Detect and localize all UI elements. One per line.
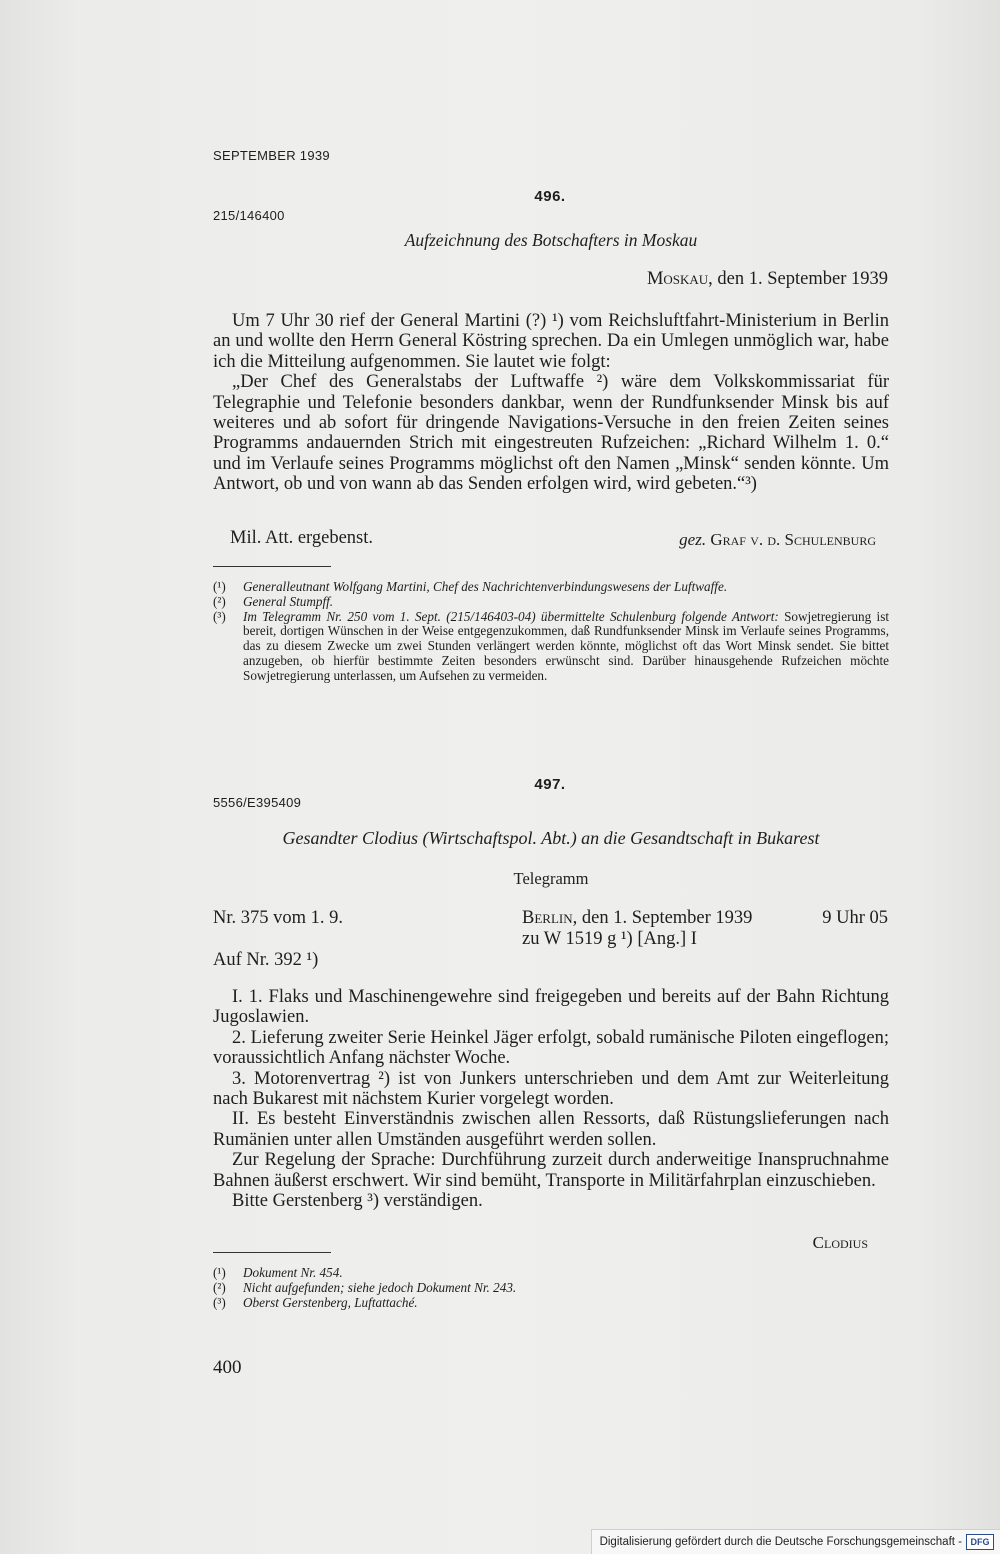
place-date-496	[647, 269, 888, 290]
footnote	[213, 1281, 889, 1296]
footnote-mark: (³)	[213, 1294, 226, 1310]
file-reference-497: 5556/E395409	[213, 795, 302, 810]
closing-line-496: Mil. Att. ergebenst.	[230, 528, 374, 548]
telegram-number: Nr. 375 vom 1. 9.	[213, 908, 344, 928]
footnote-mark: (²)	[213, 1279, 226, 1295]
footnote-text: Dokument Nr. 454.	[243, 1265, 343, 1280]
document-type-497: Telegramm	[513, 869, 589, 888]
footnotes-496	[213, 580, 889, 684]
file-reference-496: 215/146400	[213, 208, 285, 223]
page-number: 400	[213, 1357, 242, 1378]
paragraph: Bitte Gerstenberg ³) verständigen.	[232, 1191, 483, 1212]
place-496: Moskau,	[646, 269, 713, 289]
dfg-logo: DFG	[966, 1534, 994, 1550]
paragraph: Zur Regelung der Sprache: Durchführung zurzeit durch anderweitige Inanspruchnahme Bahnen äußerst erschwert. Wir sind bemüht, Transporte in Militärfahrplan einzuschieben.	[213, 1150, 889, 1191]
place-date-497	[522, 908, 752, 929]
footnote-text: Oberst Gerstenberg, Luftattaché.	[243, 1294, 418, 1310]
footnotes-497	[213, 1266, 889, 1310]
footnote	[213, 610, 889, 684]
time-497: 9 Uhr 05	[822, 908, 888, 928]
signature-prefix: gez.	[679, 530, 707, 549]
signature-497: Clodius	[812, 1233, 868, 1252]
paragraph: I. 1. Flaks und Maschinengewehre sind freigegeben und bereits auf der Bahn Richtung Jugoslawien.	[213, 987, 889, 1028]
footnote-mark: (¹)	[213, 1265, 226, 1280]
footnote-text: Nicht aufgefunden; siehe jedoch Dokument Nr. 243.	[243, 1279, 517, 1295]
footnote-italic-part: Im Telegramm Nr. 250 vom 1. Sept. (215/146403-04) übermittelte Schulenburg folgende Antwort:	[243, 608, 779, 624]
footnote	[213, 580, 889, 595]
footnote-divider	[213, 566, 331, 567]
reply-to-reference: Auf Nr. 392 ¹)	[213, 950, 319, 970]
dfg-banner-text: Digitalisierung gefördert durch die Deutsche Forschungsgemeinschaft -	[599, 1536, 962, 1548]
footnote	[213, 595, 889, 610]
reference-line-497: zu W 1519 g ¹) [Ang.] I	[522, 929, 697, 949]
document-number-497: 497.	[534, 776, 566, 793]
dfg-funding-banner	[591, 1529, 1000, 1554]
footnote-divider	[213, 1252, 331, 1253]
paragraph: Um 7 Uhr 30 rief der General Martini (?) ¹) vom Reichsluftfahrt-Ministerium in Berlin an und wollte den Herrn General Köstring sprechen. Da ein Umlegen unmöglich war, habe ich die Mitteilung aufgenommen. Sie lautet wie folgt:	[213, 311, 889, 372]
footnote-mark: (²)	[213, 593, 226, 609]
footnote-body: Sowjetregierung ist bereit, dortigen Wünschen in der Weise entgegenzukommen, daß Rundfunksender Minsk im Verlaufe seines Programms, das zu diesem Zwecke um zwei Stunden verlängert werden könnte, möglichst oft das Wort Minsk sendet. Sie bittet anzugeben, ob hierfür bestimmte Zeiten besonders erwünscht sind. Darüber hinausgehende Rufzeichen möchte Sowjetregierung unterlassen, um Aufsehen zu vermeiden.	[243, 608, 889, 683]
signature-496	[679, 530, 876, 550]
date-496: den 1. September 1939	[712, 269, 888, 289]
body-497	[213, 987, 889, 1211]
footnote	[213, 1296, 889, 1311]
footnote-text	[243, 610, 889, 684]
paragraph: II. Es besteht Einverständnis zwischen allen Ressorts, daß Rüstungslieferungen nach Rumänien unter allen Umständen ausgeführt werden sollen.	[213, 1109, 889, 1150]
signature-name: Graf v. d. Schulenburg	[710, 530, 876, 549]
date-497: den 1. September 1939	[577, 908, 753, 928]
document-number-496: 496.	[534, 188, 566, 205]
footnote-mark: (³)	[213, 608, 226, 624]
paragraph: 2. Lieferung zweiter Serie Heinkel Jäger erfolgt, sobald rumänische Piloten eingeflogen; voraussichtlich Anfang nächster Woche.	[213, 1027, 889, 1069]
paragraph: „Der Chef des Generalstabs der Luftwaffe ²) wäre dem Volkskommissariat für Telegraphie und Telefonie besonders dankbar, wenn der Rundfunksender Minsk bis auf weiteres und ab sofort für dringende Navigations-Versuche in den freien Zeiten seines Programms andauernden Strich mit eingestreuten Rufzeichen: „Richard Wilhelm 1. 0.“ und im Verlaufe seines Programms möglichst oft den Namen „Minsk“ senden könnte. Um Antwort, ob und von wann ab das Senden erfolgen wird, wird gebeten.“³)	[213, 372, 889, 495]
footnote	[213, 1266, 889, 1281]
footnote-text: General Stumpff.	[243, 593, 334, 609]
paragraph: 3. Motorenvertrag ²) ist von Junkers unterschrieben und dem Amt zur Weiterleitung nach Bukarest mit nächstem Kurier vorgelegt worden.	[213, 1068, 889, 1110]
document-title-496: Aufzeichnung des Botschafters in Moskau	[404, 230, 698, 250]
footnote-text: Generalleutnant Wolfgang Martini, Chef des Nachrichtenverbindungswesens der Luftwaffe.	[243, 579, 728, 594]
document-title-497: Gesandter Clodius (Wirtschaftspol. Abt.) an die Gesandtschaft in Bukarest	[282, 828, 820, 848]
footnote-mark: (¹)	[213, 579, 226, 594]
place-497: Berlin,	[522, 908, 578, 928]
running-head: SEPTEMBER 1939	[213, 148, 330, 163]
body-496	[213, 311, 889, 495]
